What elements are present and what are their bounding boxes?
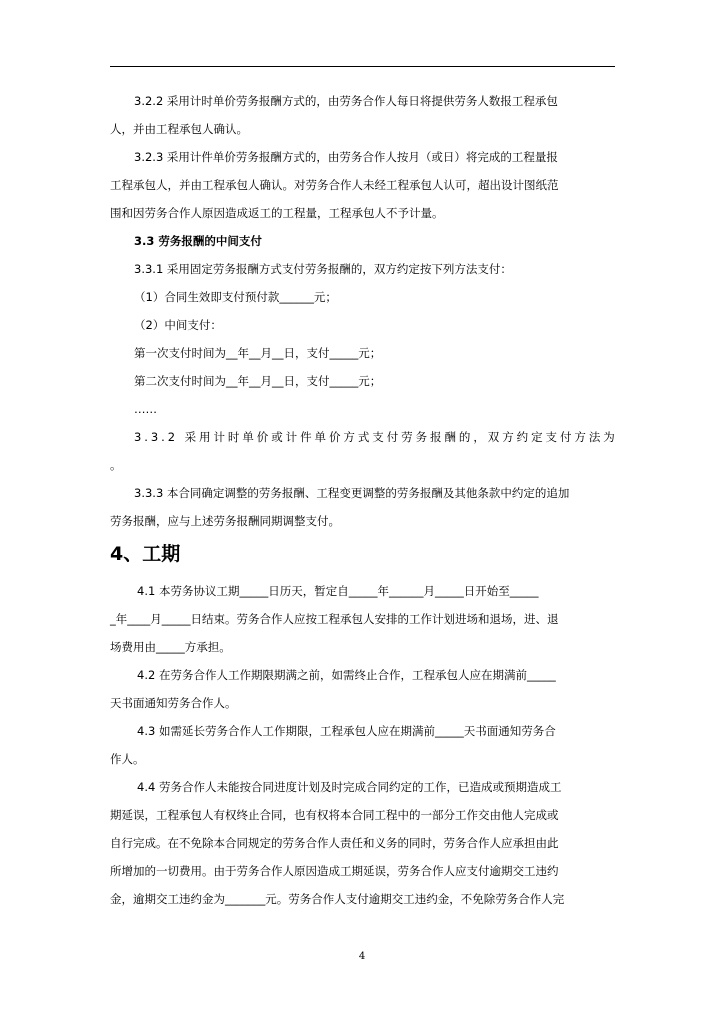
paragraph-line: 金，逾期交工违约金为_______元。劳务合作人支付逾期交工违约金，不免除劳务合作人完 <box>110 892 565 906</box>
paragraph-line: 工程承包人，并由工程承包人确认。对劳务合作人未经工程承包人认可，超出设计图纸范 <box>110 178 559 192</box>
paragraph-line: 4.2 在劳务合作人工作期限期满之前，如需终止合作，工程承包人应在期满前_____ <box>137 668 556 682</box>
paragraph-line: 天书面通知劳务合作人。 <box>110 696 237 710</box>
paragraph-line: 所增加的一切费用。由于劳务合作人原因造成工期延误，劳务合作人应支付逾期交工违约 <box>110 864 559 878</box>
paragraph-line: 3.3.3 本合同确定调整的劳务报酬、工程变更调整的劳务报酬及其他条款中约定的追加 <box>134 486 570 500</box>
paragraph-line: _年____月_____日结束。劳务合作人应按工程承包人安排的工作计划进场和退场，进、退 <box>110 612 559 626</box>
paragraph-line: 第二次支付时间为__年__月__日，支付_____元； <box>134 374 382 388</box>
header-rule <box>110 66 615 67</box>
paragraph-line: …… <box>134 402 157 416</box>
subsection-heading: 3.3 劳务报酬的中间支付 <box>134 234 262 248</box>
paragraph-line: 围和因劳务合作人原因造成返工的工程量，工程承包人不予计量。 <box>110 206 444 220</box>
paragraph-line: 劳务报酬，应与上述劳务报酬同期调整支付。 <box>110 514 340 528</box>
page-number: 4 <box>358 951 366 962</box>
paragraph-line: 4.1 本劳务协议工期_____日历天，暂定自_____年______月_____日开始至_____ <box>137 584 539 598</box>
paragraph-line: 3.3.1 采用固定劳务报酬方式支付劳务报酬的，双方约定按下列方法支付： <box>134 262 512 276</box>
paragraph-line: 4.4 劳务合作人未能按合同进度计划及时完成合同约定的工作，已造成或预期造成工 <box>137 780 562 794</box>
paragraph-line: 人，并由工程承包人确认。 <box>110 122 248 136</box>
paragraph-line: 3 . 3 . 2 采 用 计 时 单 价 或 计 件 单 价 方 式 支 付 劳 务 报 酬 的 ， 双 方 约 定 支 付 方 法 为 <box>134 430 615 444</box>
paragraph-line: 作人。 <box>110 752 145 766</box>
section-heading: 4、工期 <box>110 543 181 565</box>
paragraph-line: 自行完成。在不免除本合同规定的劳务合作人责任和义务的同时，劳务合作人应承担由此 <box>110 836 559 850</box>
paragraph-line: 第一次支付时间为__年__月__日，支付_____元； <box>134 346 382 360</box>
paragraph-line: 4.3 如需延长劳务合作人工作期限，工程承包人应在期满前_____天书面通知劳务合 <box>137 724 556 738</box>
paragraph-line: 期延误，工程承包人有权终止合同，也有权将本合同工程中的一部分工作交由他人完成或 <box>110 808 559 822</box>
paragraph-line: （2）中间支付： <box>134 318 222 332</box>
paragraph-line: （1）合同生效即支付预付款______元； <box>134 290 337 304</box>
paragraph-line: 。 <box>110 458 122 472</box>
document-body <box>110 94 615 920</box>
paragraph-line: 3.2.2 采用计时单价劳务报酬方式的，由劳务合作人每日将提供劳务人数报工程承包 <box>134 94 558 108</box>
paragraph-line: 3.2.3 采用计件单价劳务报酬方式的，由劳务合作人按月（或日）将完成的工程量报 <box>134 150 558 164</box>
paragraph-line: 场费用由_____方承担。 <box>110 640 231 654</box>
